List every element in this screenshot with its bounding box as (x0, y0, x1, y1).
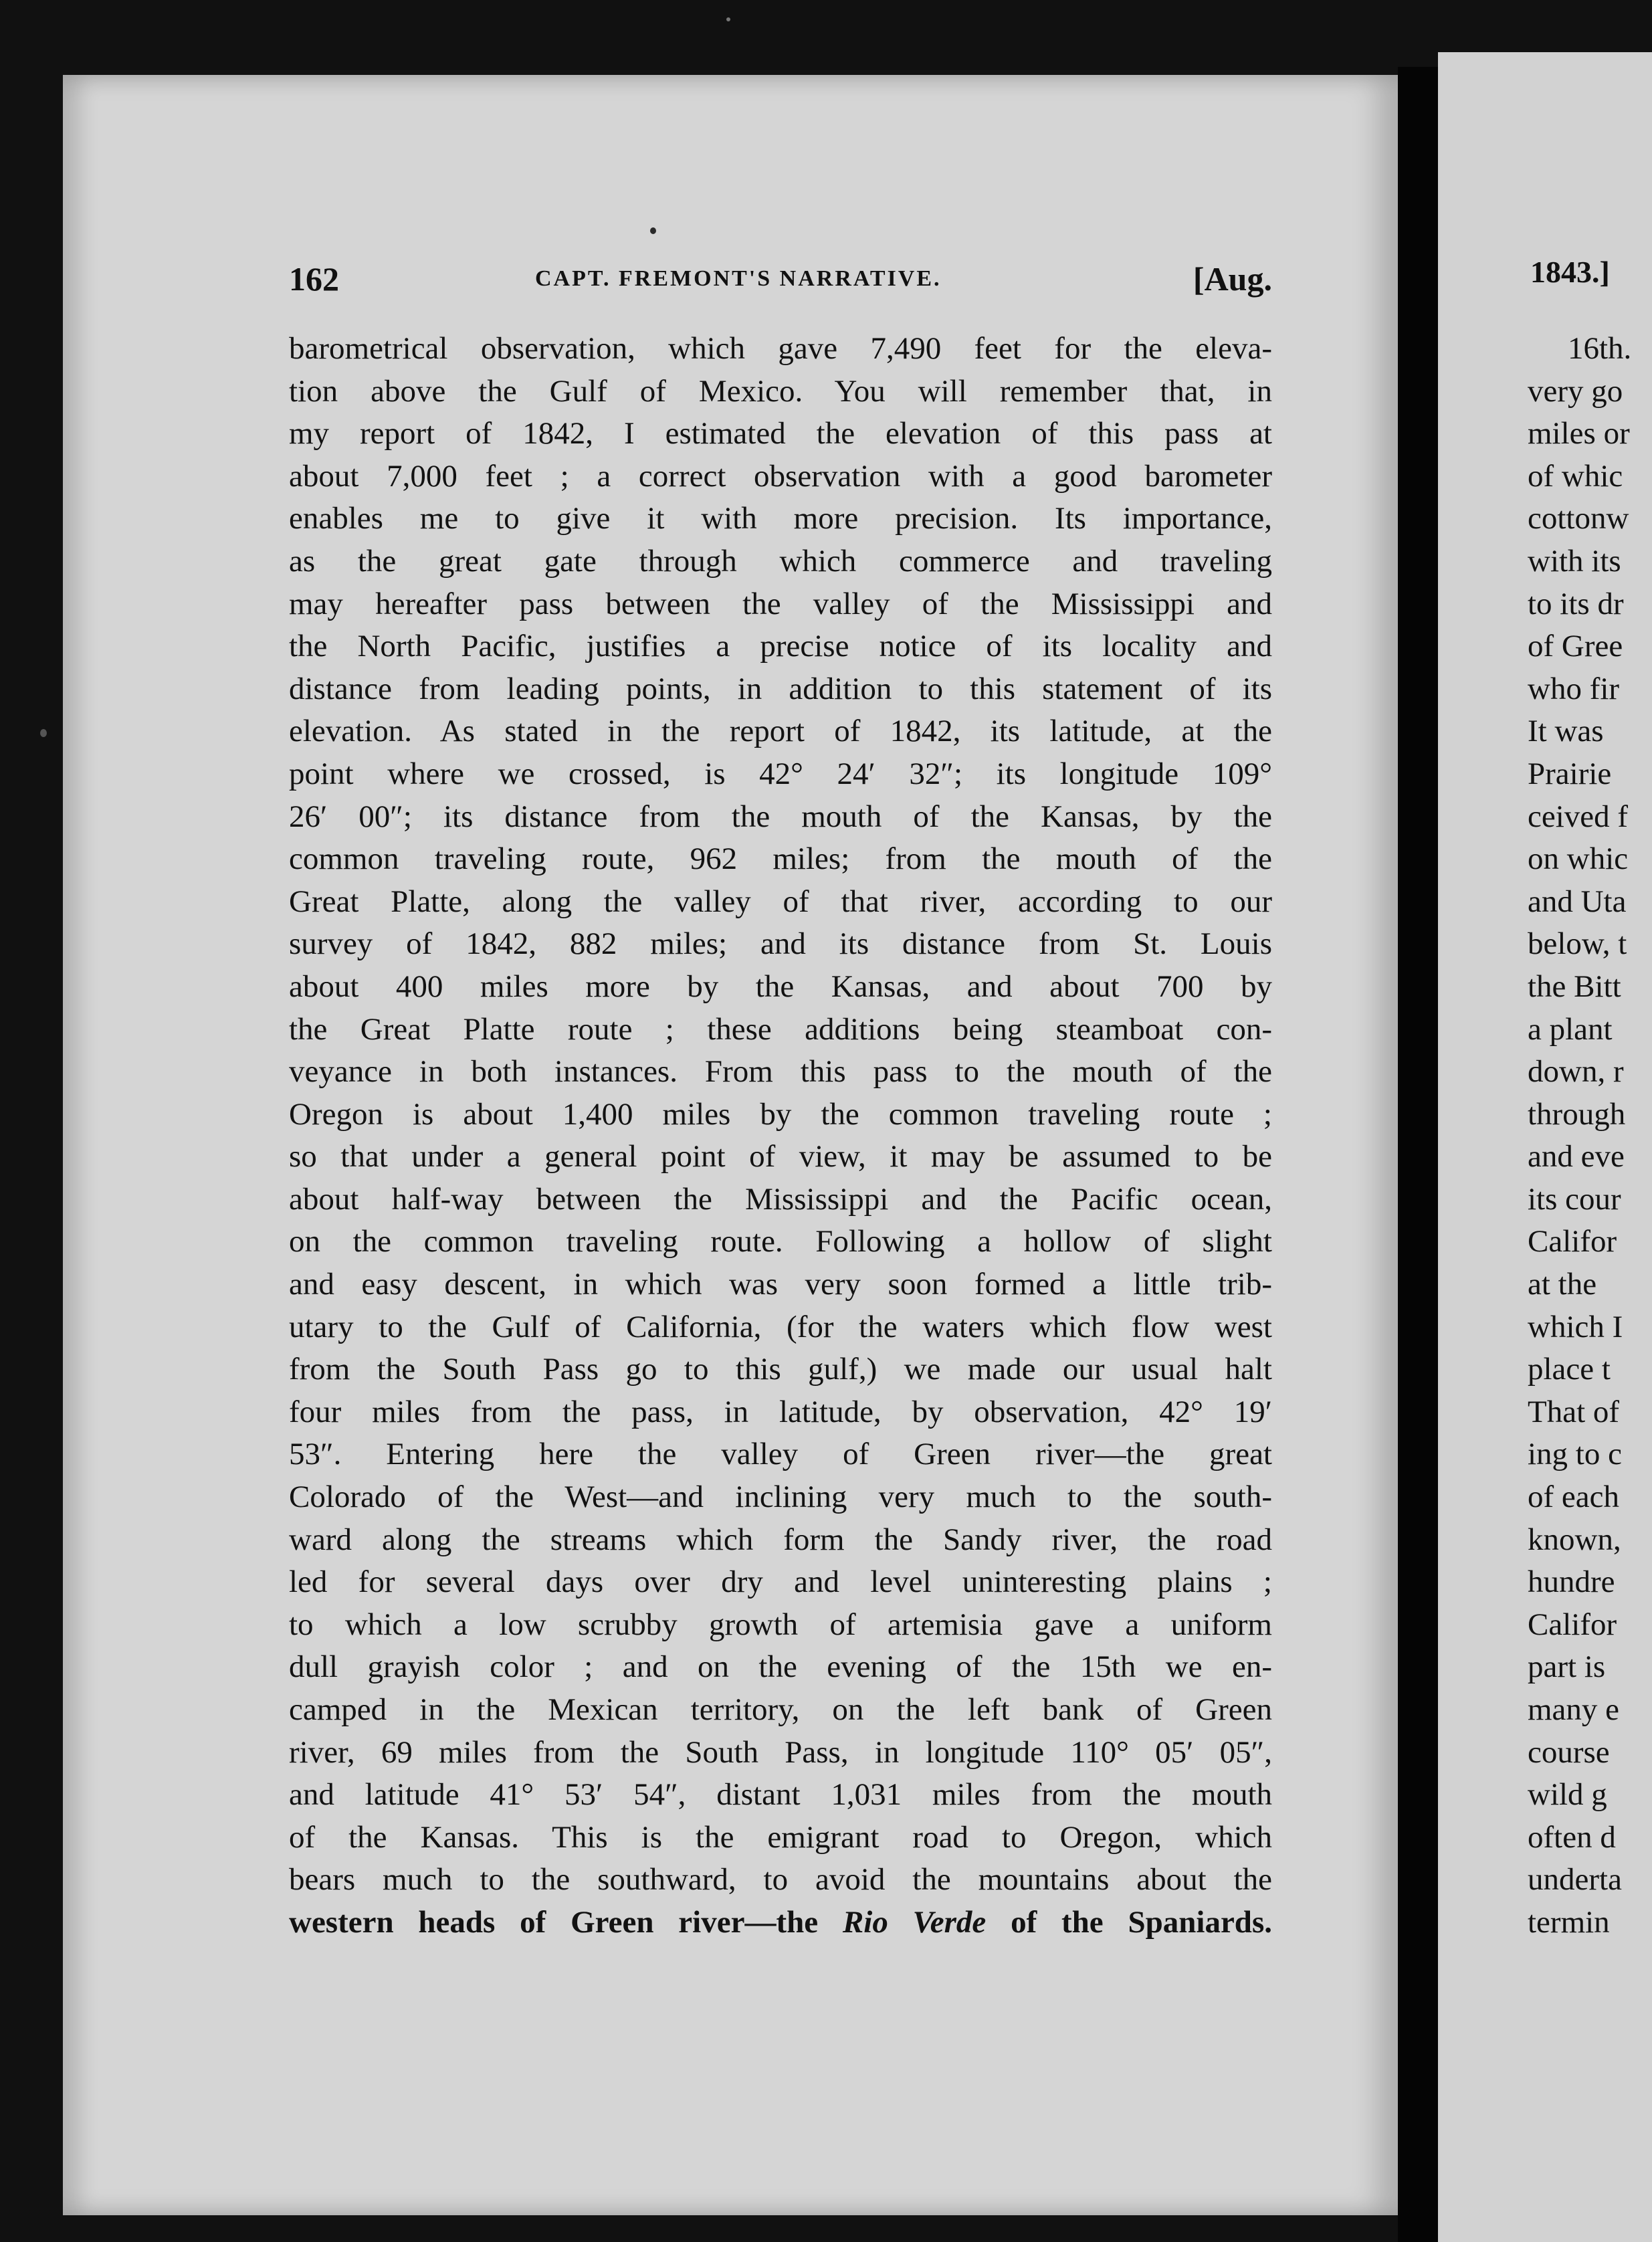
right-text-line: on whic (1528, 841, 1629, 877)
text-line: from the South Pass go to this gulf,) we made our usual halt (289, 1352, 1272, 1387)
right-page-body (1528, 328, 1631, 1944)
text-line: enables me to give it with more precision. Its importance, (289, 501, 1272, 536)
right-text-line: with its (1528, 543, 1621, 579)
text-line: the Great Platte route ; these additions being steamboat con- (289, 1011, 1272, 1047)
right-text-line: wild g (1528, 1777, 1607, 1813)
left-page-body (289, 328, 1272, 1944)
text-line: about 7,000 feet ; a correct observation with a good barometer (289, 458, 1272, 494)
right-text-line: very go (1528, 373, 1623, 409)
right-text-line: many e (1528, 1692, 1620, 1727)
right-text-line: of Gree (1528, 629, 1623, 664)
text-line: veyance in both instances. From this pass to the mouth of the (289, 1054, 1272, 1090)
scan-speck (650, 227, 656, 234)
right-text-line: and eve (1528, 1139, 1625, 1175)
right-text-line: Califor (1528, 1607, 1617, 1642)
right-text-line: at the (1528, 1267, 1597, 1302)
running-month: [Aug. (1193, 260, 1272, 298)
right-text-line: of whic (1528, 458, 1623, 494)
text-line: bears much to the southward, to avoid the mountains about the (289, 1862, 1272, 1898)
text-line: barometrical observation, which gave 7,490 feet for the eleva- (289, 331, 1272, 366)
italic-place-name: Rio Verde (842, 1904, 987, 1940)
running-head (289, 260, 1272, 306)
text-line: as the great gate through which commerce and traveling (289, 543, 1272, 579)
text-line: on the common traveling route. Following a hollow of slight (289, 1224, 1272, 1259)
text-line: Oregon is about 1,400 miles by the common traveling route ; (289, 1096, 1272, 1132)
text-line: camped in the Mexican territory, on the left bank of Green (289, 1692, 1272, 1727)
right-text-line: course (1528, 1734, 1610, 1770)
text-line: tion above the Gulf of Mexico. You will remember that, in (289, 373, 1272, 409)
text-line: dull grayish color ; and on the evening of the 15th we en- (289, 1649, 1272, 1685)
right-text-line: who fir (1528, 671, 1620, 706)
text-line: Great Platte, along the valley of that river, according to our (289, 884, 1272, 919)
right-text-line: to its dr (1528, 586, 1624, 621)
right-text-line: below, t (1528, 926, 1627, 962)
right-text-line: That of (1528, 1394, 1620, 1429)
right-text-line: its cour (1528, 1181, 1621, 1217)
text-line: of the Kansas. This is the emigrant road to Oregon, which (289, 1819, 1272, 1855)
text-line: about half-way between the Mississippi and the Pacific ocean, (289, 1181, 1272, 1217)
right-text-line: place t (1528, 1352, 1611, 1387)
right-text-line: down, r (1528, 1054, 1624, 1090)
text-line: point where we crossed, is 42° 24′ 32″; its longitude 109° (289, 756, 1272, 791)
text-line: about 400 miles more by the Kansas, and about 700 by (289, 969, 1272, 1004)
right-page-header: 1843.] (1530, 255, 1610, 289)
right-text-line: Califor (1528, 1224, 1617, 1259)
right-text-line: ceived f (1528, 799, 1629, 834)
text-span: of the Spaniards. (986, 1904, 1272, 1940)
text-line: utary to the Gulf of California, (for the waters which flow west (289, 1309, 1272, 1344)
text-line: distance from leading points, in addition to this statement of its (289, 671, 1272, 706)
page-number: 162 (289, 260, 339, 298)
text-span: western heads of Green river—the (289, 1904, 843, 1940)
book-gutter (1398, 67, 1438, 2242)
right-text-line: the Bitt (1528, 969, 1621, 1004)
right-text-line: known, (1528, 1522, 1621, 1557)
right-text-line: underta (1528, 1862, 1622, 1898)
text-line: led for several days over dry and level uninteresting plains ; (289, 1564, 1272, 1600)
text-line: so that under a general point of view, it may be assumed to be (289, 1139, 1272, 1175)
right-text-line: 16th. (1568, 331, 1632, 366)
text-line: to which a low scrubby growth of artemisia gave a uniform (289, 1607, 1272, 1642)
text-line: and latitude 41° 53′ 54″, distant 1,031 miles from the mouth (289, 1777, 1272, 1813)
right-text-line: through (1528, 1096, 1626, 1132)
text-line: river, 69 miles from the South Pass, in longitude 110° 05′ 05″, (289, 1734, 1272, 1770)
right-text-line: part is (1528, 1649, 1606, 1685)
text-line: my report of 1842, I estimated the elevation of this pass at (289, 416, 1272, 451)
text-line: the North Pacific, justifies a precise notice of its locality and (289, 629, 1272, 664)
text-line-last (289, 1902, 1272, 1944)
text-line: ward along the streams which form the Sandy river, the road (289, 1522, 1272, 1557)
right-text-line: often d (1528, 1819, 1616, 1855)
right-text-line: cottonw (1528, 501, 1629, 536)
text-line: survey of 1842, 882 miles; and its distance from St. Louis (289, 926, 1272, 962)
right-text-line: ing to c (1528, 1437, 1622, 1472)
right-text-line: It was (1528, 714, 1604, 749)
text-line: common traveling route, 962 miles; from the mouth of the (289, 841, 1272, 877)
scan-speck (40, 729, 47, 737)
text-line: four miles from the pass, in latitude, by observation, 42° 19′ (289, 1394, 1272, 1429)
right-text-line: which I (1528, 1309, 1623, 1344)
scan-speck (726, 17, 730, 21)
right-text-line: a plant (1528, 1011, 1613, 1047)
running-title: CAPT. FREMONT'S NARRATIVE. (535, 266, 942, 291)
right-text-line: miles or (1528, 416, 1630, 451)
text-line: 26′ 00″; its distance from the mouth of the Kansas, by the (289, 799, 1272, 834)
right-text-line: of each (1528, 1480, 1619, 1515)
right-text-line: Prairie (1528, 756, 1612, 791)
text-line: Colorado of the West—and inclining very much to the south- (289, 1480, 1272, 1515)
text-line: may hereafter pass between the valley of the Mississippi and (289, 586, 1272, 621)
text-line: 53″. Entering here the valley of Green river—the great (289, 1437, 1272, 1472)
text-line: and easy descent, in which was very soon formed a little trib- (289, 1267, 1272, 1302)
right-text-line: and Uta (1528, 884, 1627, 919)
right-text-line: hundre (1528, 1564, 1615, 1600)
text-line: elevation. As stated in the report of 1842, its latitude, at the (289, 714, 1272, 749)
right-text-line: termin (1528, 1904, 1610, 1940)
